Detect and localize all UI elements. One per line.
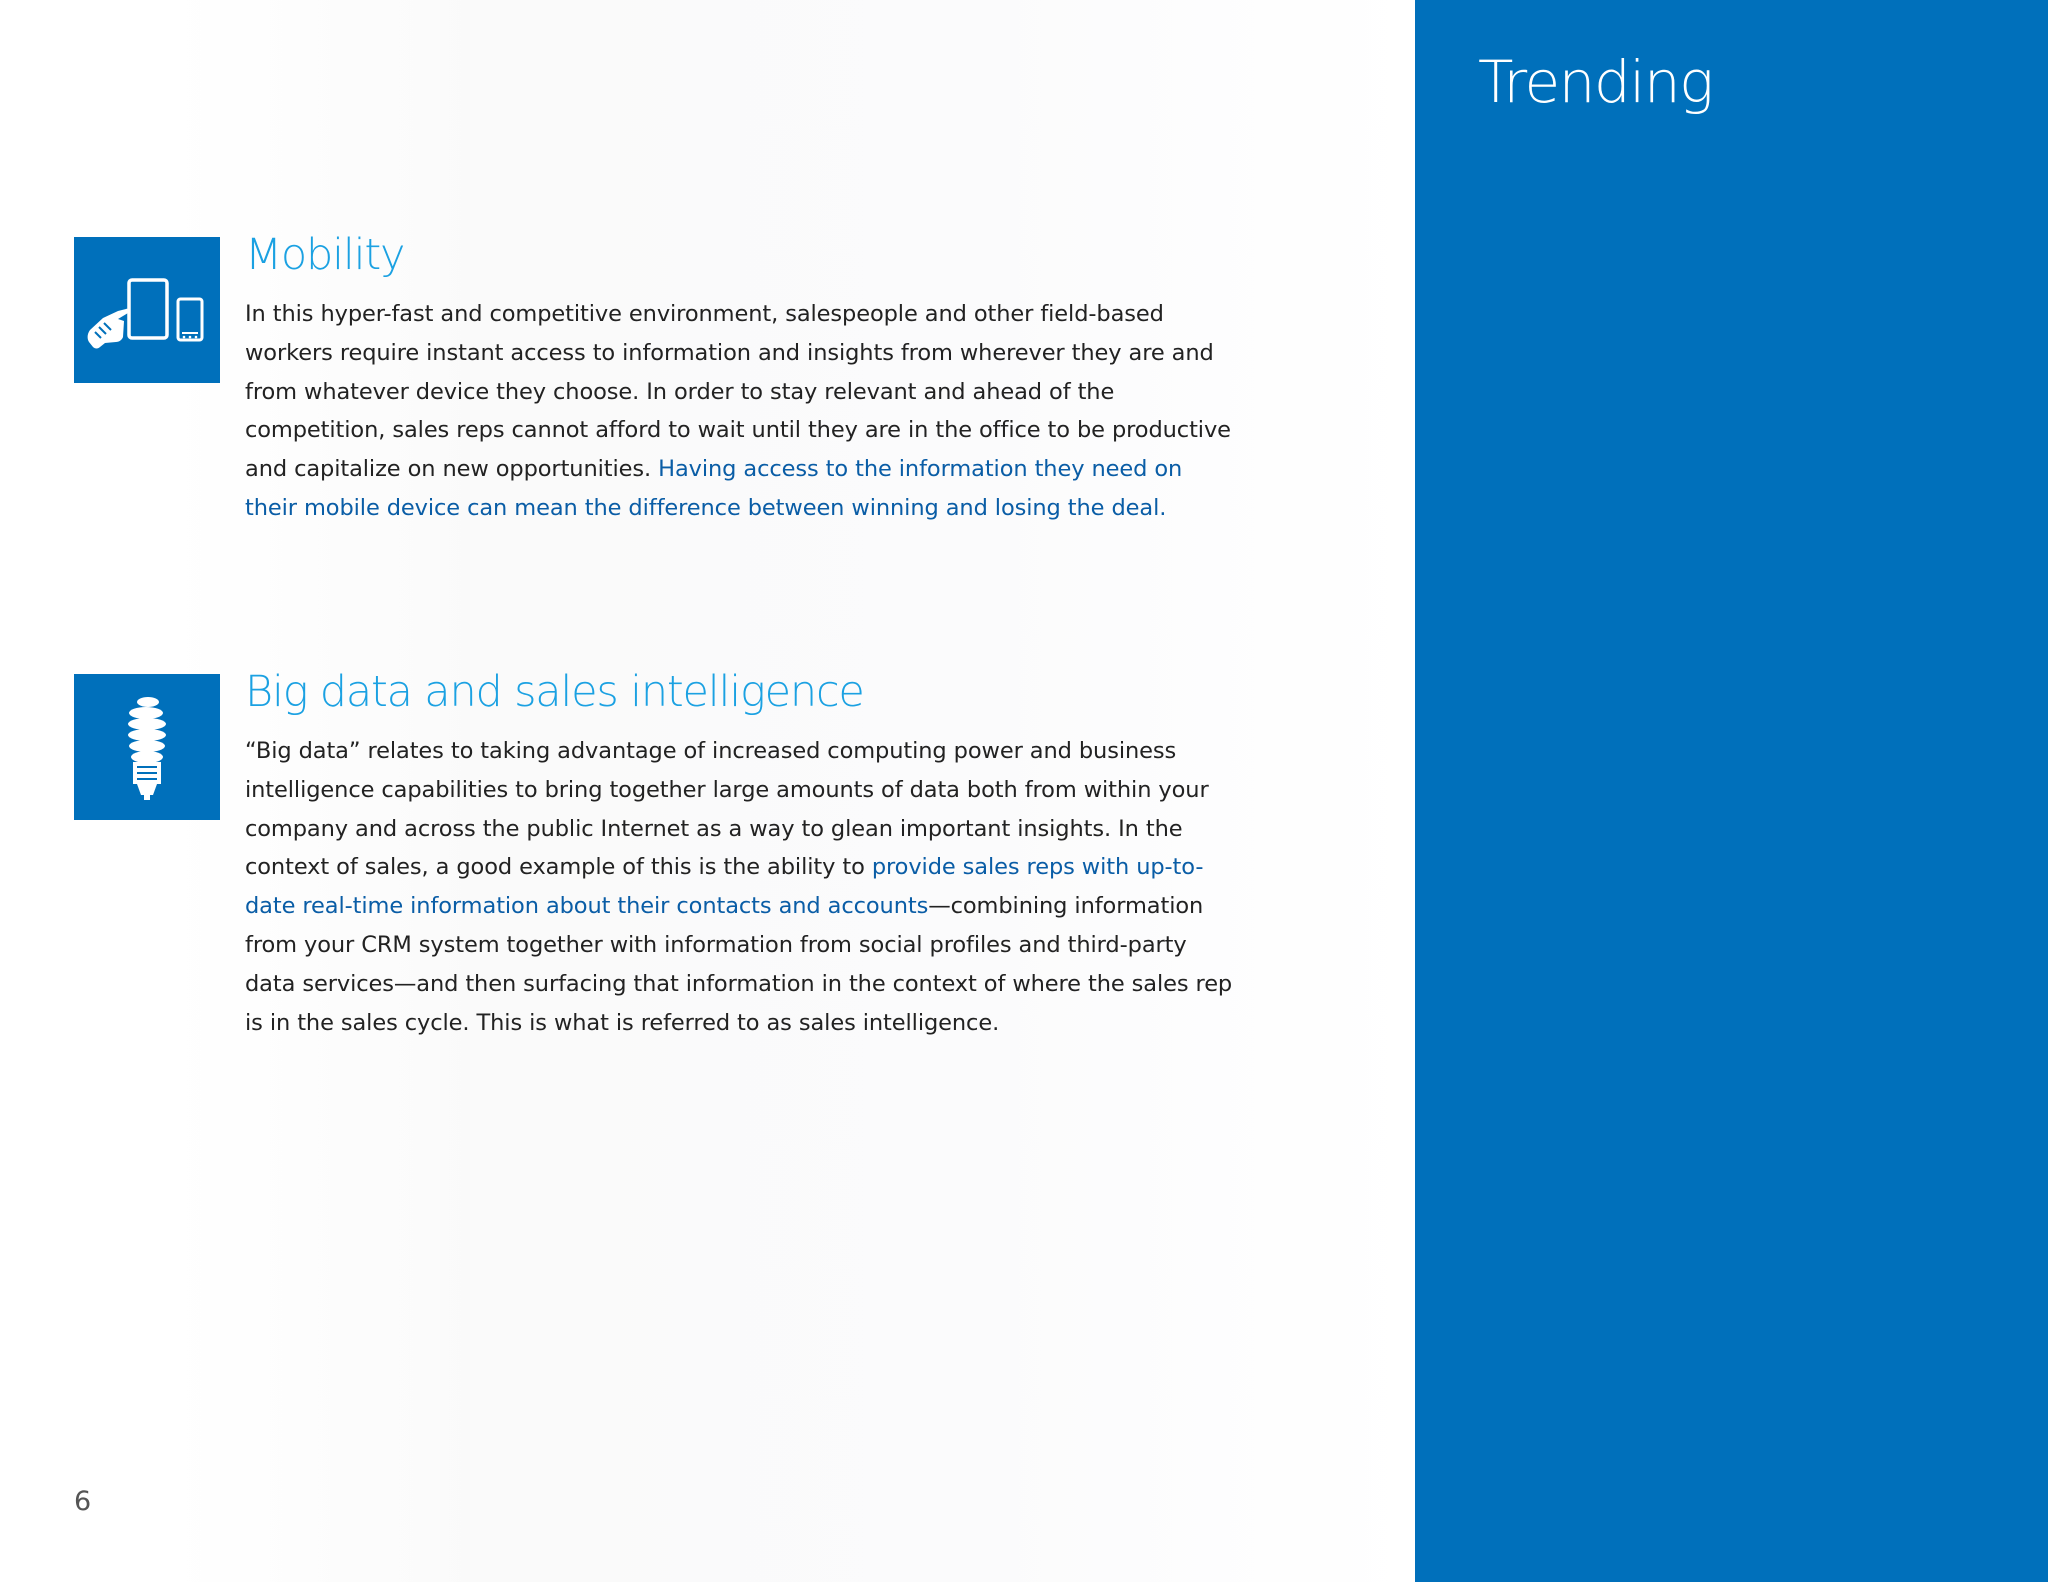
page-number: 6 (74, 1486, 92, 1517)
paragraph-text: In this hyper-fast and competitive environment, salespeople and other field-based workers require instant access to information and insights from wherever they are and from whatever device they choose. In order to stay relevant and ahead of the competition, sales reps cannot afford to wait until they are in the office to be productive and capitalize on new opportunities. (245, 301, 1231, 483)
touch-tablet-phone-icon (74, 237, 220, 383)
paragraph-text-end: —combining information from your CRM system together with information from social profiles and third-party data services—and then surfacing that information in the context of where the sales rep is in the sales cycle. This is what is referred to as sales intelligence. (245, 893, 1233, 1036)
highlighted-text: provide sales reps with up-to-date real-time information about their contacts and accounts (245, 854, 1204, 920)
sidebar-panel (1415, 0, 2048, 1582)
section-heading: Mobility (245, 230, 405, 280)
section-paragraph (245, 732, 1235, 1042)
section-paragraph (245, 295, 1235, 528)
light-bulb-icon (74, 674, 220, 820)
section-heading: Big data and sales intelligence (245, 667, 864, 717)
highlighted-text: Having access to the information they need on their mobile device can mean the difference between winning and losing the deal. (245, 456, 1183, 521)
section-body (245, 660, 1235, 1042)
sidebar-title: Trending (1478, 48, 1713, 116)
section-body (245, 223, 1235, 528)
paragraph-text: “Big data” relates to taking advantage of increased computing power and business intelligence capabilities to bring together large amounts of data both from within your company and across the public Internet as a way to glean important insights. In the context of sales, a good example of this is the ability to (245, 738, 1209, 881)
